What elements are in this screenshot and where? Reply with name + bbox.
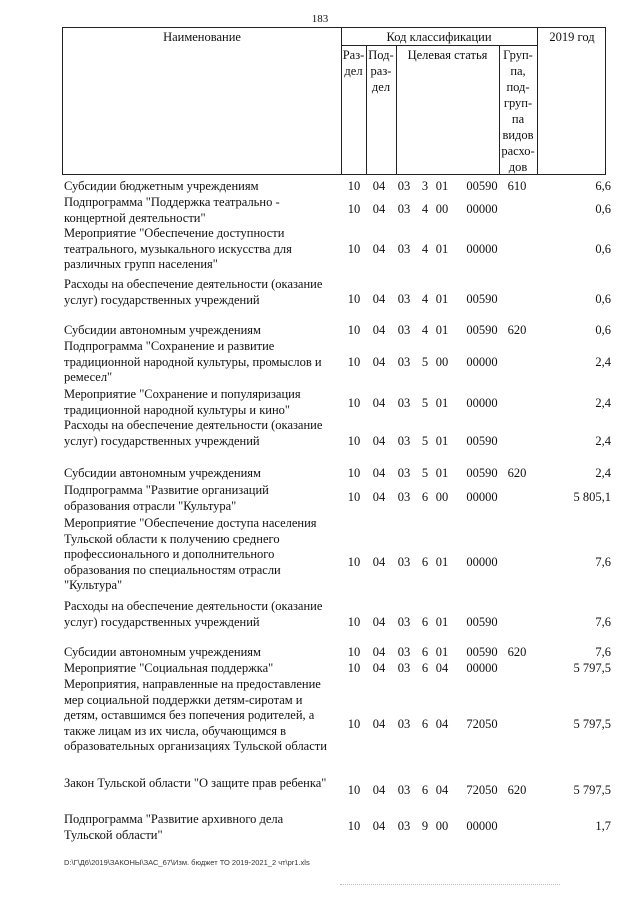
amount-cell: 0,6: [595, 202, 611, 216]
code-cell-t4: 00000: [466, 242, 498, 256]
row-name-line: Подпрограмма "Поддержка театрально -: [64, 195, 280, 209]
header-year: 2019 год: [549, 30, 595, 44]
code-cell-p: 04: [372, 434, 386, 448]
amount-cell: 2,4: [595, 434, 611, 448]
amount-cell: 0,6: [595, 292, 611, 306]
code-cell-t2: 9: [421, 819, 429, 833]
code-cell-t4: 00000: [466, 396, 498, 410]
row-name-line: Мероприятия, направленные на предоставление: [64, 677, 321, 691]
code-cell-t2: 4: [421, 202, 429, 216]
row-name-line: ремесел": [64, 370, 113, 384]
code-cell-t2: 6: [421, 661, 429, 675]
code-cell-t2: 3: [421, 179, 429, 193]
code-cell-r: 10: [347, 202, 361, 216]
amount-cell: 7,6: [595, 555, 611, 569]
amount-cell: 7,6: [595, 645, 611, 659]
code-cell-t3: 01: [435, 466, 449, 480]
row-name: [64, 645, 339, 661]
row-name: [64, 339, 339, 386]
code-cell-t1: 03: [397, 355, 411, 369]
row-name-line: традиционной народной культуры и кино": [64, 402, 291, 417]
code-cell-t2: 6: [421, 490, 429, 504]
row-name-line: Тульской области": [64, 827, 163, 842]
code-cell-p: 04: [372, 242, 386, 256]
code-cell-t1: 03: [397, 396, 411, 410]
code-cell-t4: 00000: [466, 490, 498, 504]
code-cell-t2: 6: [421, 555, 429, 569]
code-cell-r: 10: [347, 783, 361, 797]
code-cell-g: 620: [507, 323, 527, 337]
code-cell-p: 04: [372, 819, 386, 833]
code-cell-t4: 00590: [466, 323, 498, 337]
row-name: [64, 277, 339, 308]
code-cell-t4: 72050: [466, 783, 498, 797]
row-name-line: Субсидии автономным учреждениям: [64, 323, 261, 337]
row-name: [64, 776, 339, 792]
row-name: [64, 483, 339, 514]
code-cell-r: 10: [347, 396, 361, 410]
code-cell-t3: 00: [435, 202, 449, 216]
code-cell-t1: 03: [397, 490, 411, 504]
code-cell-t1: 03: [397, 323, 411, 337]
code-cell-t2: 5: [421, 434, 429, 448]
code-cell-t3: 00: [435, 819, 449, 833]
amount-cell: 5 797,5: [573, 661, 611, 675]
code-cell-p: 04: [372, 202, 386, 216]
row-name-line: Подпрограмма "Сохранение и развитие: [64, 339, 275, 353]
code-cell-t3: 04: [435, 717, 449, 731]
table-header: [62, 27, 606, 175]
code-cell-t4: 00590: [466, 615, 498, 629]
code-cell-r: 10: [347, 242, 361, 256]
code-cell-t4: 00000: [466, 202, 498, 216]
code-cell-t2: 6: [421, 717, 429, 731]
code-cell-t2: 5: [421, 466, 429, 480]
code-cell-r: 10: [347, 819, 361, 833]
row-name-line: различных групп населения": [64, 257, 218, 271]
header-divider: [341, 45, 537, 46]
code-cell-t2: 5: [421, 355, 429, 369]
code-cell-t1: 03: [397, 202, 411, 216]
code-cell-p: 04: [372, 615, 386, 629]
amount-cell: 5 797,5: [573, 783, 611, 797]
row-name: [64, 661, 339, 677]
amount-cell: 2,4: [595, 355, 611, 369]
code-cell-t3: 04: [435, 661, 449, 675]
code-cell-r: 10: [347, 323, 361, 337]
code-cell-p: 04: [372, 645, 386, 659]
amount-cell: 6,6: [595, 179, 611, 193]
row-name: [64, 466, 339, 482]
code-cell-r: 10: [347, 661, 361, 675]
code-cell-t4: 00590: [466, 292, 498, 306]
header-name: Наименование: [163, 30, 241, 44]
header-podrazdel: Под- раз- дел: [368, 48, 394, 94]
row-name-line: профессионального и дополнительного: [64, 547, 275, 561]
row-name-line: Субсидии автономным учреждениям: [64, 466, 261, 480]
code-cell-t4: 00000: [466, 555, 498, 569]
code-cell-r: 10: [347, 355, 361, 369]
row-name-line: услуг) государственных учреждений: [64, 292, 260, 307]
row-name-line: Мероприятие "Социальная поддержка": [64, 661, 274, 675]
amount-cell: 5 805,1: [573, 490, 611, 504]
code-cell-g: 620: [507, 783, 527, 797]
code-cell-t4: 00590: [466, 179, 498, 193]
code-cell-r: 10: [347, 466, 361, 480]
code-cell-p: 04: [372, 292, 386, 306]
code-cell-t3: 04: [435, 783, 449, 797]
row-name: [64, 812, 339, 843]
row-name-line: Субсидии автономным учреждениям: [64, 645, 261, 659]
header-divider: [396, 46, 397, 174]
code-cell-t4: 00590: [466, 466, 498, 480]
code-cell-t3: 01: [435, 323, 449, 337]
code-cell-t3: 01: [435, 242, 449, 256]
code-cell-t1: 03: [397, 242, 411, 256]
row-name-line: Мероприятие "Обеспечение доступности: [64, 226, 285, 240]
code-cell-p: 04: [372, 661, 386, 675]
code-cell-r: 10: [347, 292, 361, 306]
code-cell-t1: 03: [397, 615, 411, 629]
code-cell-t1: 03: [397, 645, 411, 659]
row-name-line: "Культура": [64, 578, 123, 592]
code-cell-r: 10: [347, 490, 361, 504]
row-name-line: мер социальной поддержки детям-сиротам и: [64, 692, 303, 707]
row-name-line: образования отрасли "Культура": [64, 498, 237, 513]
code-cell-t2: 4: [421, 292, 429, 306]
row-name-line: Тульской области к получению среднего: [64, 531, 280, 546]
amount-cell: 7,6: [595, 615, 611, 629]
row-name-line: образовательных организациях Тульской области: [64, 739, 327, 753]
header-group: Груп- па, под- груп- па видов расхо- дов: [501, 48, 535, 174]
code-cell-p: 04: [372, 355, 386, 369]
code-cell-t1: 03: [397, 783, 411, 797]
code-cell-t3: 01: [435, 396, 449, 410]
code-cell-t4: 72050: [466, 717, 498, 731]
row-name-line: Мероприятие "Обеспечение доступа населения: [64, 516, 317, 530]
row-name-line: Мероприятие "Сохранение и популяризация: [64, 387, 301, 401]
code-cell-t1: 03: [397, 434, 411, 448]
amount-cell: 0,6: [595, 242, 611, 256]
code-cell-t3: 01: [435, 645, 449, 659]
amount-cell: 0,6: [595, 323, 611, 337]
row-name-line: концертной деятельности": [64, 210, 206, 225]
file-path-footer: D:\Г\Д6\2019\ЗАКОНЫ\ЗАС_67\Изм. бюджет ТО 2019-2021_2 чт\pr1.xls: [64, 858, 310, 867]
row-name: [64, 226, 339, 273]
code-cell-p: 04: [372, 717, 386, 731]
amount-cell: 2,4: [595, 466, 611, 480]
amount-cell: 2,4: [595, 396, 611, 410]
code-cell-r: 10: [347, 555, 361, 569]
code-cell-t1: 03: [397, 555, 411, 569]
code-cell-t3: 01: [435, 555, 449, 569]
code-cell-t1: 03: [397, 466, 411, 480]
code-cell-g: 620: [507, 466, 527, 480]
code-cell-t2: 6: [421, 615, 429, 629]
footer-rule: [340, 884, 560, 885]
row-name-line: Расходы на обеспечение деятельности (оказание: [64, 277, 323, 291]
code-cell-p: 04: [372, 179, 386, 193]
code-cell-p: 04: [372, 490, 386, 504]
code-cell-g: 620: [507, 645, 527, 659]
amount-cell: 5 797,5: [573, 717, 611, 731]
code-cell-r: 10: [347, 645, 361, 659]
row-name-line: Субсидии бюджетным учреждениям: [64, 179, 259, 193]
code-cell-r: 10: [347, 615, 361, 629]
row-name: [64, 599, 339, 630]
code-cell-t1: 03: [397, 819, 411, 833]
row-name: [64, 516, 339, 594]
code-cell-p: 04: [372, 396, 386, 410]
code-cell-t1: 03: [397, 292, 411, 306]
code-cell-t2: 6: [421, 783, 429, 797]
header-target: Целевая статья: [407, 48, 488, 62]
code-cell-t1: 03: [397, 179, 411, 193]
code-cell-t2: 6: [421, 645, 429, 659]
code-cell-t3: 01: [435, 434, 449, 448]
code-cell-t4: 00000: [466, 661, 498, 675]
code-cell-t4: 00590: [466, 645, 498, 659]
row-name: [64, 323, 339, 339]
code-cell-t3: 01: [435, 292, 449, 306]
code-cell-p: 04: [372, 783, 386, 797]
code-cell-p: 04: [372, 323, 386, 337]
code-cell-t2: 4: [421, 323, 429, 337]
header-code: Код классификации: [386, 30, 492, 44]
code-cell-p: 04: [372, 466, 386, 480]
code-cell-t4: 00000: [466, 355, 498, 369]
code-cell-t1: 03: [397, 717, 411, 731]
code-cell-r: 10: [347, 717, 361, 731]
row-name-line: Расходы на обеспечение деятельности (оказание: [64, 418, 323, 432]
code-cell-t3: 01: [435, 615, 449, 629]
code-cell-t3: 01: [435, 179, 449, 193]
header-divider: [537, 28, 538, 174]
row-name: [64, 195, 339, 226]
code-cell-t3: 00: [435, 490, 449, 504]
amount-cell: 1,7: [595, 819, 611, 833]
row-name: [64, 387, 339, 418]
row-name-line: Подпрограмма "Развитие архивного дела: [64, 812, 284, 826]
code-cell-g: 610: [507, 179, 527, 193]
row-name-line: театрального, музыкального искусства для: [64, 241, 292, 256]
page-number: 183: [311, 13, 329, 25]
row-name: [64, 677, 339, 755]
row-name-line: детям, оставшимся без попечения родителей, а: [64, 708, 315, 722]
row-name-line: образования по специальностям отрасли: [64, 562, 281, 577]
code-cell-t4: 00000: [466, 819, 498, 833]
row-name: [64, 418, 339, 449]
row-name: [64, 179, 339, 195]
row-name-line: Подпрограмма "Развитие организаций: [64, 483, 269, 497]
row-name-line: Расходы на обеспечение деятельности (оказание: [64, 599, 323, 613]
code-cell-r: 10: [347, 434, 361, 448]
row-name-line: также лицам из их числа, обучающимся в: [64, 723, 287, 738]
row-name-line: традиционной народной культуры, промыслов и: [64, 354, 322, 369]
code-cell-t1: 03: [397, 661, 411, 675]
code-cell-t2: 4: [421, 242, 429, 256]
code-cell-p: 04: [372, 555, 386, 569]
code-cell-t3: 00: [435, 355, 449, 369]
row-name-line: Закон Тульской области "О защите прав ребенка": [64, 776, 327, 790]
code-cell-t4: 00590: [466, 434, 498, 448]
row-name-line: услуг) государственных учреждений: [64, 614, 260, 629]
header-razdel: Раз- дел: [342, 48, 365, 78]
code-cell-t2: 5: [421, 396, 429, 410]
code-cell-r: 10: [347, 179, 361, 193]
row-name-line: услуг) государственных учреждений: [64, 433, 260, 448]
